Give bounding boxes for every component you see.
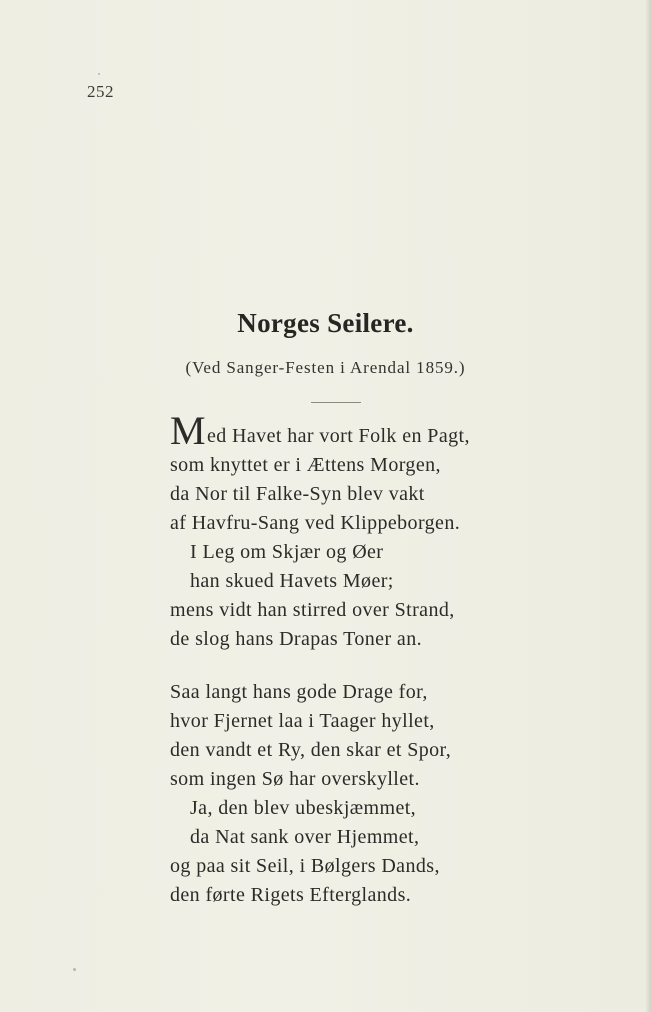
poem-line: da Nat sank over Hjemmet, [190,826,420,848]
poem-subtitle: (Ved Sanger-Festen i Arendal 1859.) [185,358,466,377]
poem-line [170,408,470,453]
poem-line: af Havfru-Sang ved Klippeborgen. [170,512,461,534]
page-edge-shadow [645,0,651,1012]
page-number: 252 [87,82,114,101]
line-text: ed Havet har vort Folk en Pagt, [206,425,470,447]
poem-line: da Nor til Falke-Syn blev vakt [170,483,425,505]
poem-title: Norges Seilere. [237,308,414,338]
poem-line: hvor Fjernet laa i Taager hyllet, [170,710,435,732]
poem-line: Ja, den blev ubeskjæmmet, [190,797,417,819]
paper-speck [98,73,100,75]
poem-line: som knyttet er i Ættens Morgen, [170,454,441,476]
poem-line: og paa sit Seil, i Bølgers Dands, [170,855,440,877]
poem-line: Saa langt hans gode Drage for, [170,681,428,703]
poem-line: de slog hans Drapas Toner an. [170,628,422,650]
poem-line: som ingen Sø har overskyllet. [170,768,420,790]
poem-line: den førte Rigets Efterglands. [170,884,412,906]
poem-line: mens vidt han stirred over Strand, [170,599,455,621]
title-divider [311,402,361,403]
drop-cap: M [170,408,206,453]
poem-line: I Leg om Skjær og Øer [190,541,384,563]
poem-line: han skued Havets Møer; [190,570,394,592]
paper-speck [73,968,76,971]
poem-line: den vandt et Ry, den skar et Spor, [170,739,452,761]
